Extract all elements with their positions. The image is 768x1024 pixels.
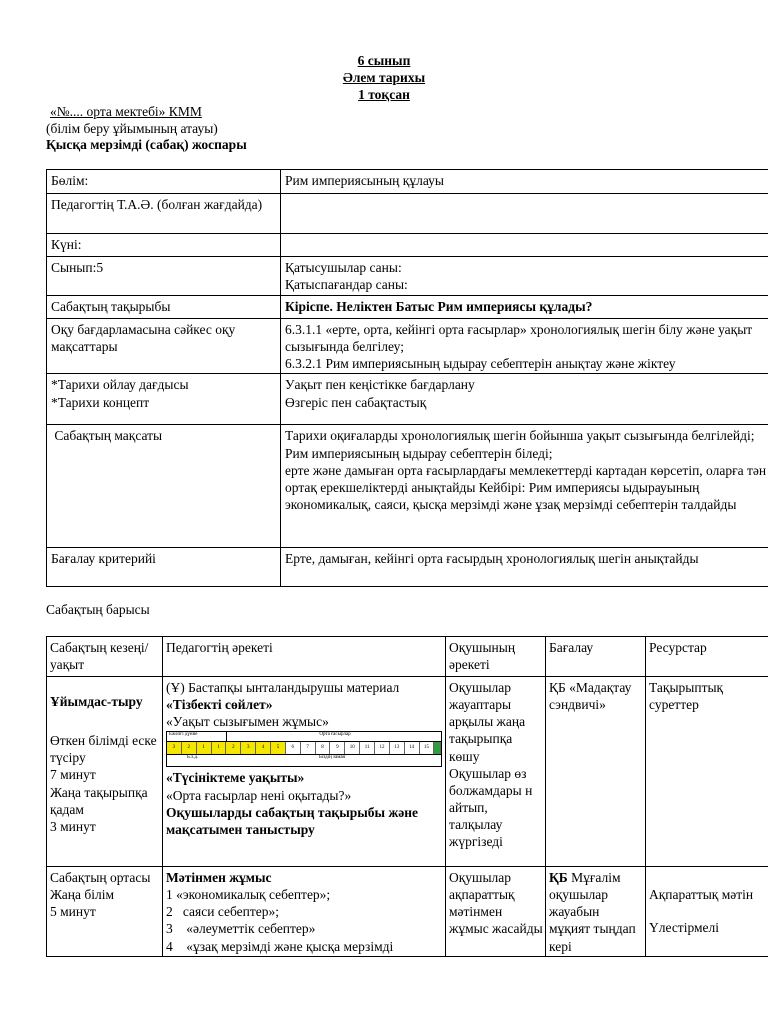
row-value [281, 234, 768, 257]
stage-cell: Сабақтың ортасы Жаңа білім 5 минут [47, 867, 163, 957]
school-name-hint: (білім беру ұйымының атауы) [46, 121, 218, 136]
row-label: Күні: [47, 234, 281, 257]
table-row [47, 677, 768, 867]
table-row [47, 257, 768, 296]
teacher-cell: (Ұ) Бастапқы ынталандырушы материал «Тізбекті сөйлет» «Уақыт сызығымен жұмыс» Ежелгі дүние Орта ғасырлар 3 2 1 1 2 3 4 5 6 7 8 9 10 11 12 13 14 15 Б.з.д. Біздің заман «Түсініктеме уақыты» «Орта ғасырлар нені оқытады?» Оқушыларды сабақтың тақырыбы және мақсатымен таныстыру [163, 677, 446, 867]
row-label: Оқу бағдарламасына сәйкес оқу мақсаттары [47, 319, 281, 374]
grade-title: 6 сынып [357, 53, 411, 68]
row-label: Педагогтің Т.А.Ә. (болған жағдайда) [47, 194, 281, 234]
subject-title: Әлем тарихы [342, 70, 426, 85]
progress-table [46, 636, 768, 957]
row-value: Қатысушылар саны: Қатыспағандар саны: [281, 257, 768, 296]
stage-details: Өткен білімді еске түсіру 7 минут Жаңа тақырыпқа қадам 3 минут [50, 733, 157, 834]
teacher-cell: Мәтінмен жұмыс 1 «экономикалық себептер»; 2 саяси себептер»; 3 «әлеуметтік себептер» 4 «ұзақ мерзімді және қысқа мерзімді [163, 867, 446, 957]
student-cell: Оқушылар ақпараттық мәтінмен жұмыс жасайды [446, 867, 546, 957]
timeline-image: Ежелгі дүние Орта ғасырлар 3 2 1 1 2 3 4 5 6 7 8 9 10 11 12 13 14 15 Б.з.д. Біздің заман [166, 731, 442, 767]
plan-title: Қысқа мерзімді (сабақ) жоспары [46, 137, 247, 152]
table-row [47, 867, 768, 957]
row-value: Рим империясының құлауы [281, 170, 768, 194]
row-label: Сабақтың мақсаты [47, 425, 281, 548]
assessment-cell: ҚБ «Мадақтау сэндвичі» [546, 677, 646, 867]
row-label: Бөлім: [47, 170, 281, 194]
stage-title: Ұйымдас-тыру [50, 694, 143, 709]
stage-cell [47, 677, 163, 867]
row-label: Сынып:5 [47, 257, 281, 296]
col-header-teacher: Педагогтің әрекеті [163, 637, 446, 677]
row-label: *Тарихи ойлау дағдысы *Тарихи концепт [47, 374, 281, 425]
school-name: «№.... орта мектебі» КММ [50, 104, 202, 119]
info-table [46, 169, 768, 587]
col-header-student: Оқушының әрекеті [446, 637, 546, 677]
table-row [47, 374, 768, 425]
row-value: Тарихи оқиғаларды хронологиялық шегін бойынша уақыт сызығында белгілейді; Рим империясының ыдырау себептерін біледі; ерте және дамыған орта ғасырлардағы мемлекеттерді картадан көрсетіп, оларға тән ортақ ерекшеліктерді анықтайды Кейбірі: Рим империясы ыдырауының экономикалық, саяси, қысқа мерзімді және ұзақ мерзімді себептерін талдайды [281, 425, 768, 548]
table-row [47, 548, 768, 587]
table-row [47, 296, 768, 319]
col-header-resources: Ресурстар [646, 637, 768, 677]
table-row [47, 425, 768, 548]
table-row [47, 234, 768, 257]
row-value: 6.3.1.1 «ерте, орта, кейінгі орта ғасырлар» хронологиялық шегін білу және уақыт сызығында белгілеу; 6.3.2.1 Рим империясының ыдырау себептерін анықтау және жіктеу [281, 319, 768, 374]
col-header-stage: Сабақтың кезеңі/ уақыт [47, 637, 163, 677]
row-value: Ерте, дамыған, кейінгі орта ғасырдың хронологиялық шегін анықтайды [281, 548, 768, 587]
timeline-cells: 3 2 1 1 2 3 4 5 6 7 8 9 10 11 12 13 14 15 [167, 742, 441, 755]
assessment-cell: ҚБ Мұғалім оқушылар жауабын мұқият тыңдап кері [546, 867, 646, 957]
row-value [281, 194, 768, 234]
table-row [47, 194, 768, 234]
lesson-topic: Кіріспе. Неліктен Батыс Рим империясы құлады? [281, 296, 768, 319]
quarter-title: 1 тоқсан [358, 87, 410, 102]
table-row [47, 170, 768, 194]
table-row [47, 319, 768, 374]
resources-cell: Ақпараттық мәтін Үлестірмелі [646, 867, 768, 957]
table-header-row [47, 637, 768, 677]
col-header-assessment: Бағалау [546, 637, 646, 677]
progress-heading: Сабақтың барысы [46, 602, 150, 617]
row-label: Бағалау критерийі [47, 548, 281, 587]
resources-cell: Тақырыптық суреттер [646, 677, 768, 867]
student-cell: Оқушылар жауаптары арқылы жаңа тақырыпқа көшу Оқушылар өз болжамдары н айтып, талқылау жүргізеді [446, 677, 546, 867]
row-value: Уақыт пен кеңістікке бағдарлану Өзгеріс пен сабақтастық [281, 374, 768, 425]
row-label: Сабақтың тақырыбы [47, 296, 281, 319]
